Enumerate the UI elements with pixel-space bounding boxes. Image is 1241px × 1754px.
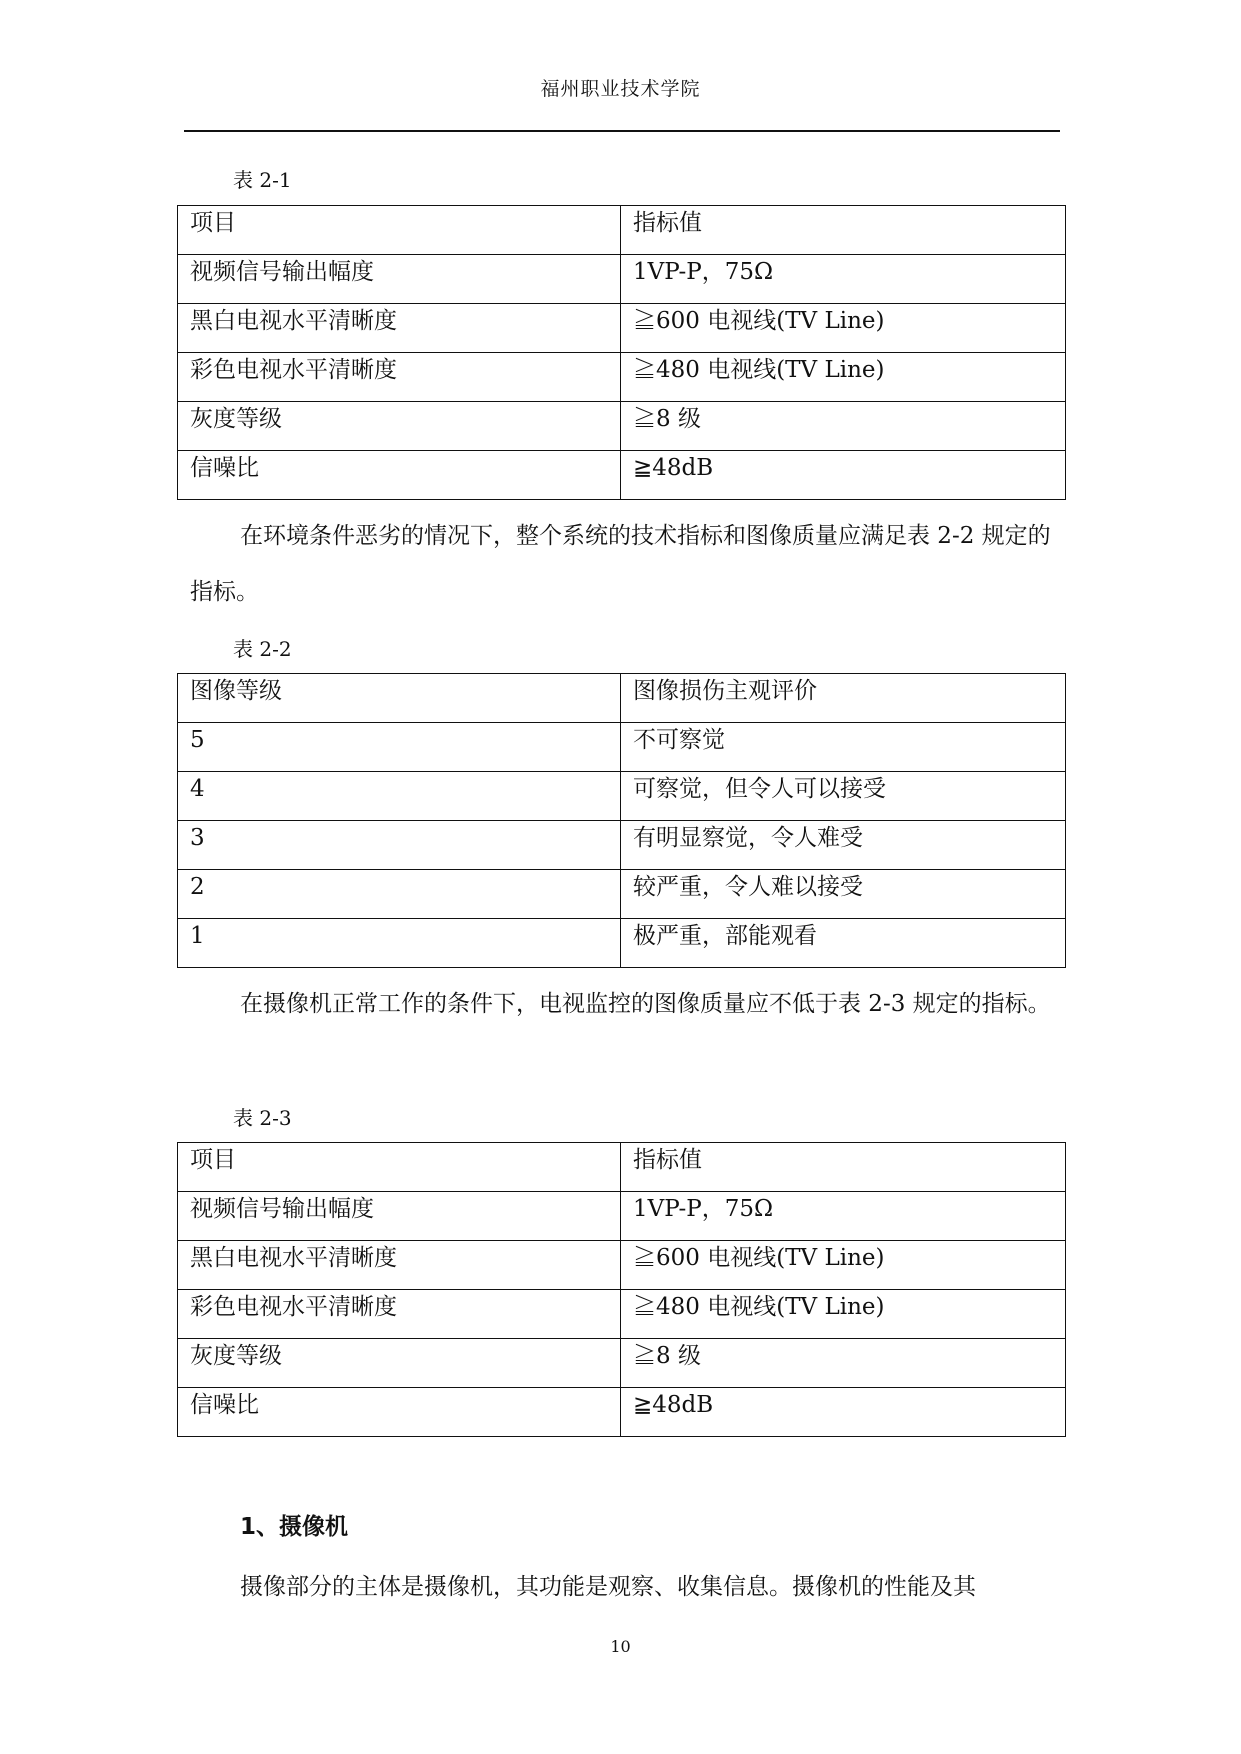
- table-row: [178, 919, 1066, 968]
- table-row: [178, 255, 1066, 304]
- table-cell: 较严重，令人难以接受: [621, 870, 1066, 919]
- table-row: [178, 1339, 1066, 1388]
- table-cell: ≧600 电视线(TV Line): [621, 304, 1066, 353]
- table-caption: 表 2-1: [233, 168, 292, 192]
- table-cell: 项目: [178, 1143, 621, 1192]
- table-cell: 3: [178, 821, 621, 870]
- spec-table-2-1: [177, 205, 1066, 500]
- table-cell: 图像等级: [178, 674, 621, 723]
- table-cell: 信噪比: [178, 451, 621, 500]
- table-row: [178, 821, 1066, 870]
- table-body: [178, 206, 1066, 500]
- table-cell: 1: [178, 919, 621, 968]
- table-row: [178, 1192, 1066, 1241]
- table-body: [178, 674, 1066, 968]
- table-cell: 指标值: [621, 206, 1066, 255]
- paragraph-text: 摄像部分的主体是摄像机，其功能是观察、收集信息。摄像机的性能及其: [240, 1574, 976, 1600]
- table-cell: ≧48dB: [621, 451, 1066, 500]
- table-cell: ≧8 级: [621, 402, 1066, 451]
- grade-table-2-2: [177, 673, 1066, 968]
- body-paragraph: [190, 976, 1060, 1032]
- table-row: [178, 353, 1066, 402]
- table-row: [178, 674, 1066, 723]
- table-row: [178, 772, 1066, 821]
- table-cell: 2: [178, 870, 621, 919]
- table-cell: 可察觉，但令人可以接受: [621, 772, 1066, 821]
- table-cell: 视频信号输出幅度: [178, 1192, 621, 1241]
- body-paragraph: [190, 1559, 1060, 1615]
- paragraph-text: 在环境条件恶劣的情况下，整个系统的技术指标和图像质量应满足表 2-2 规定的指标。: [190, 523, 1051, 605]
- table-cell: 黑白电视水平清晰度: [178, 1241, 621, 1290]
- table-cell: ≧48dB: [621, 1388, 1066, 1437]
- page-header-title: 福州职业技术学院: [540, 78, 701, 100]
- table-cell: 指标值: [621, 1143, 1066, 1192]
- table-row: [178, 1143, 1066, 1192]
- table-body: [178, 1143, 1066, 1437]
- table-cell: 不可察觉: [621, 723, 1066, 772]
- table-caption: 表 2-3: [233, 1106, 292, 1130]
- table-row: [178, 1241, 1066, 1290]
- table-row: [178, 402, 1066, 451]
- table-cell: 灰度等级: [178, 402, 621, 451]
- table-cell: ≧600 电视线(TV Line): [621, 1241, 1066, 1290]
- table-caption: 表 2-2: [233, 637, 292, 661]
- table-row: [178, 304, 1066, 353]
- table-cell: 黑白电视水平清晰度: [178, 304, 621, 353]
- table-cell: 4: [178, 772, 621, 821]
- table-row: [178, 451, 1066, 500]
- table-row: [178, 723, 1066, 772]
- table-cell: 1VP-P，75Ω: [621, 255, 1066, 304]
- table-row: [178, 870, 1066, 919]
- table-row: [178, 206, 1066, 255]
- table-row: [178, 1290, 1066, 1339]
- table-cell: 彩色电视水平清晰度: [178, 353, 621, 402]
- section-heading: 1、摄像机: [240, 1514, 349, 1540]
- table-cell: 有明显察觉，令人难受: [621, 821, 1066, 870]
- table-row: [178, 1388, 1066, 1437]
- body-paragraph: [190, 508, 1060, 620]
- table-cell: 极严重，部能观看: [621, 919, 1066, 968]
- spec-table-2-3: [177, 1142, 1066, 1437]
- table-cell: 视频信号输出幅度: [178, 255, 621, 304]
- table-cell: ≧480 电视线(TV Line): [621, 353, 1066, 402]
- table-cell: 图像损伤主观评价: [621, 674, 1066, 723]
- paragraph-text: 在摄像机正常工作的条件下，电视监控的图像质量应不低于表 2-3 规定的指标。: [240, 991, 1051, 1017]
- page-number: 10: [610, 1637, 631, 1656]
- table-cell: 信噪比: [178, 1388, 621, 1437]
- header-rule: [184, 130, 1060, 132]
- table-cell: ≧480 电视线(TV Line): [621, 1290, 1066, 1339]
- table-cell: 灰度等级: [178, 1339, 621, 1388]
- table-cell: 彩色电视水平清晰度: [178, 1290, 621, 1339]
- table-cell: 1VP-P，75Ω: [621, 1192, 1066, 1241]
- table-cell: 5: [178, 723, 621, 772]
- table-cell: ≧8 级: [621, 1339, 1066, 1388]
- table-cell: 项目: [178, 206, 621, 255]
